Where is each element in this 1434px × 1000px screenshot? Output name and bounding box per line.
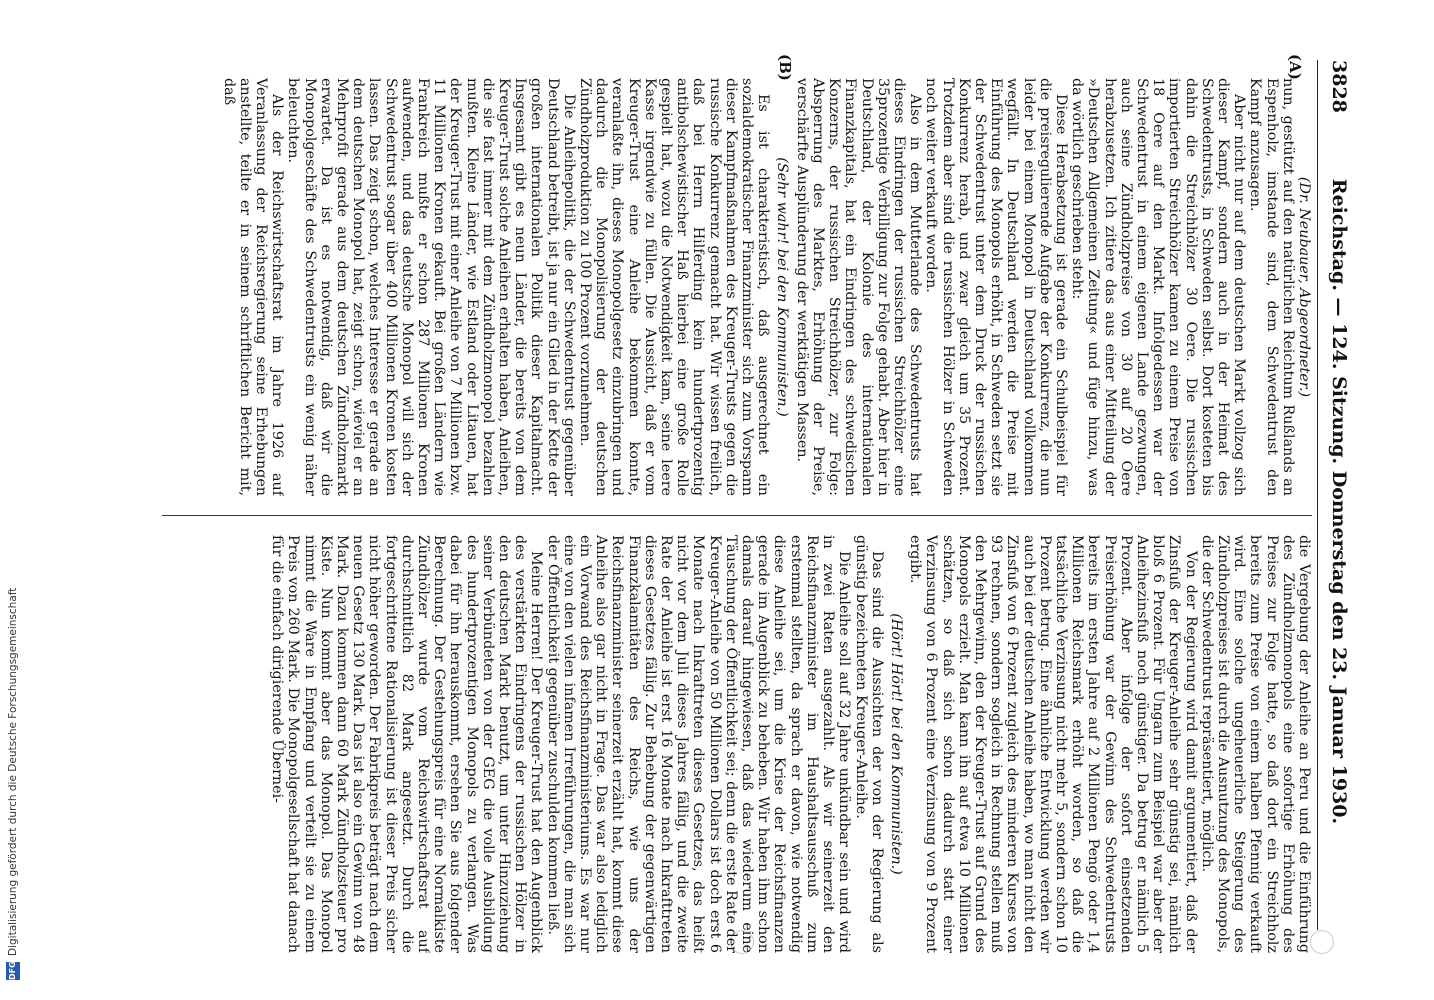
footer — [4, 0, 22, 1000]
paragraph: die Vergebung der Anleihe an Peru und die Einführung des Zündholzmonopols eine sofortige Erhöhung des Preises zur Folge hatte, so daß dort ein Streichholz bereits zum Preise von einem halben Pfennig verkauft wird. Eine solche ungeheuerliche Steigerung des Zündholzpreises ist durch die Ausnutzung des Monopols, die der Schwedentrust repräsentiert, möglich. — [1198, 535, 1312, 953]
footer-text: Digitalisierung gefördert durch die Deutsche Forschungsgemeinschaft — [7, 587, 19, 956]
paragraph: nun, gestützt auf den natürlichen Reichtum Rußlands an Espenholz, imstande sind, dem Schwedentrust den Kampf anzusagen. — [1247, 78, 1296, 496]
margin-mark-a: (A) — [1286, 54, 1304, 80]
page-header — [1317, 60, 1350, 930]
round-stamp-mark — [1310, 930, 1334, 954]
paragraph: Also in dem Mutterlande des Schwedentrusts hat dieses Eindringen der russischen Streichhölzer eine 35prozentige Verbilligung zur Folge gehabt. Aber hier in Deutschland, der Kolonie des internationalen Finanzkapitals, hat ein Eindringen des schwedischen Konzerns, der russischen Streichhölzer, zur Folge: Absperrung des Marktes, Erhöhung der Preise, verschärfte Ausplünderung der werktätigen Massen. — [793, 78, 924, 496]
page-number: 3828 — [1328, 60, 1350, 113]
speaker-line: (Dr. Neubauer, Abgeordneter.) — [1296, 176, 1312, 398]
paragraph: Aber nicht nur auf dem deutschen Markt vollzog sich dieser Kampf, sondern auch in der Heimat des Schwedentrusts, in Schweden selbst. Dort kosteten bis dahin die Streichhölzer 30 Oere. Die russischen importierten Streichhölzer kamen zu einem Preise von 18 Oere auf den Markt. Infolgedessen war der Schwedentrust in einem eigenen Lande gezwungen, auch seine Zündholzpreise von 30 auf 20 Oere herabzusetzen. Ich zitiere das aus einer Mitteilung der »Deutschen Allgemeinen Zeitung« und füge hinzu, was da wörtlich geschrieben steht: — [1069, 78, 1248, 496]
column-divider — [162, 515, 1312, 516]
paragraph: Meine Herren! Der Kreuger-Trust hat den Augenblick des verstärkten Eindringens der russischen Hölzer in den deutschen Markt benutzt, um unter Hinzuziehung seiner Verbündeten von der GEG die volle Ausbildung des hundertprozentigen Monopols zu verlangen. Was dabei für ihn herauskommt, ersehen Sie aus folgender Berechnung. Der Gestehungspreis für eine Normalkiste Zündhölzer wurde vom Reichswirtschaftsrat auf durchschnittlich 82 Mark angesetzt. Durch die fortgeschrittene Rationalisierung ist dieser Preis sicher nicht höher geworden. Der Fabrikpreis beträgt nach dem neuen Gesetz 130 Mark. Das ist also ein Gewinn von 48 Mark. Dazu kommen dann 60 Mark Zündholzsteuer pro Kiste. Nun kommt aber das Monopol. Das Monopol nimmt die Ware in Empfang und verteilt sie zu einem Preis von 260 Mark. Die Monopolgesellschaft hat danach für die einfach dirigierende Übernei- — [269, 535, 545, 953]
paragraph: Das sind die Aussichten der von der Regierung als günstig bezeichneten Kreuger-Anleihe. — [852, 535, 885, 953]
interjection: (Hört! Hört! bei den Kommunisten.) — [887, 613, 904, 875]
interjection: (Sehr wahr! bei den Kommunisten.) — [774, 157, 791, 417]
margin-mark-b: (B) — [776, 54, 794, 81]
paragraph: Die Anleihepolitik, die der Schwedentrust gegenüber Deutschland betreibt, ist ja nur ein Glied in der Kette der großen internationalen Politik dieser Kapitalmacht. Insgesamt gibt es neun Länder, die bereits von dem Kreuger-Trust solche Anleihen erhalten haben, Anleihen, die sie fast immer mit dem Zündholzmonopol bezahlen mußten. Kleine Länder, wie Estland oder Litauen, hat der Kreuger-Trust mit einer Anleihe von 7 Millionen bzw. 11 Millionen Kronen gekauft. Bei großen Ländern wie Frankreich mußte er schon 287 Millionen Kronen aufwenden, und das deutsche Monopol will sich der Schwedentrust sogar über 400 Millionen Kronen kosten lassen. Das zeigt schon, welches Interesse er gerade an dem deutschen Monopol hat, zeigt schon, wieviel er an Mehrprofit gerade aus dem deutschen Zündholzmarkt erwartet. Da ist es notwendig, daß wir die Monopolgeschäfte des Schwedentrusts ein wenig näher beleuchten. — [285, 78, 577, 496]
paragraph: Es ist charakteristisch, daß ausgerechnet ein sozialdemokratischer Finanzminister sich zum Vorspann dieser Kampfmaßnahmen des Kreuger-Trusts gegen die russische Konkurrenz gemacht hat. Wir wissen freilich, daß bei Herrn Hilferding kein hundertprozentig antibolschewistischer Haß hierbei eine große Rolle gespielt hat, wozu die Notwendigkeit kam, seine leere Kasse irgendwie zu füllen. Die Aussicht, daß er vom Kreuger-Trust eine Anleihe bekommen konnte, veranlaßte ihn, dieses Monopolgesetz einzubringen und dadurch die Monopolisierung der deutschen Zündholzproduktion zu 100 Prozent vorzunehmen. — [577, 78, 772, 496]
header-title: Reichstag. — 124. Sitzung. Donnerstag den 23. Januar 1930. — [1328, 178, 1350, 825]
left-column — [172, 78, 1312, 496]
paragraph: Diese Herabsetzung ist gerade ein Schulbeispiel für die preisregulierende Aufgabe der Konkurrenz, die nun leider bei einem Monopol in Deutschland vollkommen wegfällt. In Deutschland werden die Preise mit Einführung des Monopols erhöht, in Schweden setzt sie der Schwedentrust unter dem Druck der russischen Konkurrenz herab, und zwar gleich um 35 Prozent. Trotzdem aber sind die russischen Hölzer in Schweden noch weiter verkauft worden. — [923, 78, 1069, 496]
right-column — [172, 535, 1312, 953]
paragraph: Von der Regierung wird damit argumentiert, daß der Zinsfuß der Kreuger-Anleihe sehr günstig sei, nämlich bloß 6 Prozent. Für Ungarn zum Beispiel war aber der Anleihezinsfuß noch günstiger. Da betrug er nämlich 5 Prozent. Aber infolge der sofort einsetzenden Preiserhöhung war der Gewinn des Schwedentrusts bereits im ersten Jahre auf 2 Millionen Pengö oder 1,4 Millionen Reichsmark erhöht worden, so daß die tatsächliche Verzinsung nicht mehr 5, sondern schon 10 Prozent betrug. Eine ähnliche Entwicklung werden wir auch bei der deutschen Anleihe haben, wo man nicht den Zinsfuß von 6 Prozent zugleich des minderen Kurses von 93 rechnen, sondern sogleich in Rechnung stellen muß den Mehrgewinn, den der Kreuger-Trust auf Grund des Monopols erzielt. Man kann ihn auf etwa 10 Millionen schätzen, so daß sich schon dadurch statt einer Verzinsung von 6 Prozent eine Verzinsung von 9 Prozent ergibt. — [907, 535, 1199, 953]
paragraph: Als der Reichswirtschaftsrat im Jahre 1926 auf Veranlassung der Reichsregierung seine Erhebungen anstellte, teilte er in seinem schriftlichen Bericht mit, daß — [220, 78, 286, 496]
footer-credit — [4, 0, 22, 1000]
dfg-logo-icon: DFG — [6, 962, 20, 980]
paragraph: Die Anleihe soll auf 32 Jahre unkündbar sein und wird in zwei Raten ausgezahlt. Als wir seinerzeit den Reichsfinanzminister im Haushaltsausschuß zum erstenmal stellten, da sprach er davon, wie notwendig diese Anleihe sei, um die Krise der Reichsfinanzen gerade im Augenblick zu beheben. Wir haben ihm schon damals darauf hingewiesen, daß das wiederum eine Täuschung der Öffentlichkeit sei; denn die erste Rate der Kreuger-Anleihe von 50 Millionen Dollars ist doch erst 6 Monate nach Inkrafttreten dieses Gesetzes, das heißt nicht vor dem Juli dieses Jahres fällig, und die zweite Rate der Anleihe ist erst 16 Monate nach Inkrafttreten dieses Gesetzes fällig. Zur Behebung der gegenwärtigen Finanzkalamitäten des Reichs, wie uns der Reichsfinanzminister seinerzeit erzählt hat, kommt diese Anleihe also gar nicht in Frage. Das war also lediglich ein Vorwand des Reichsfinanzministeriums. Es war nur eine von den vielen infamen Irreführungen, die man sich der Öffentlichkeit gegenüber zuschulden kommen ließ. — [544, 535, 853, 953]
